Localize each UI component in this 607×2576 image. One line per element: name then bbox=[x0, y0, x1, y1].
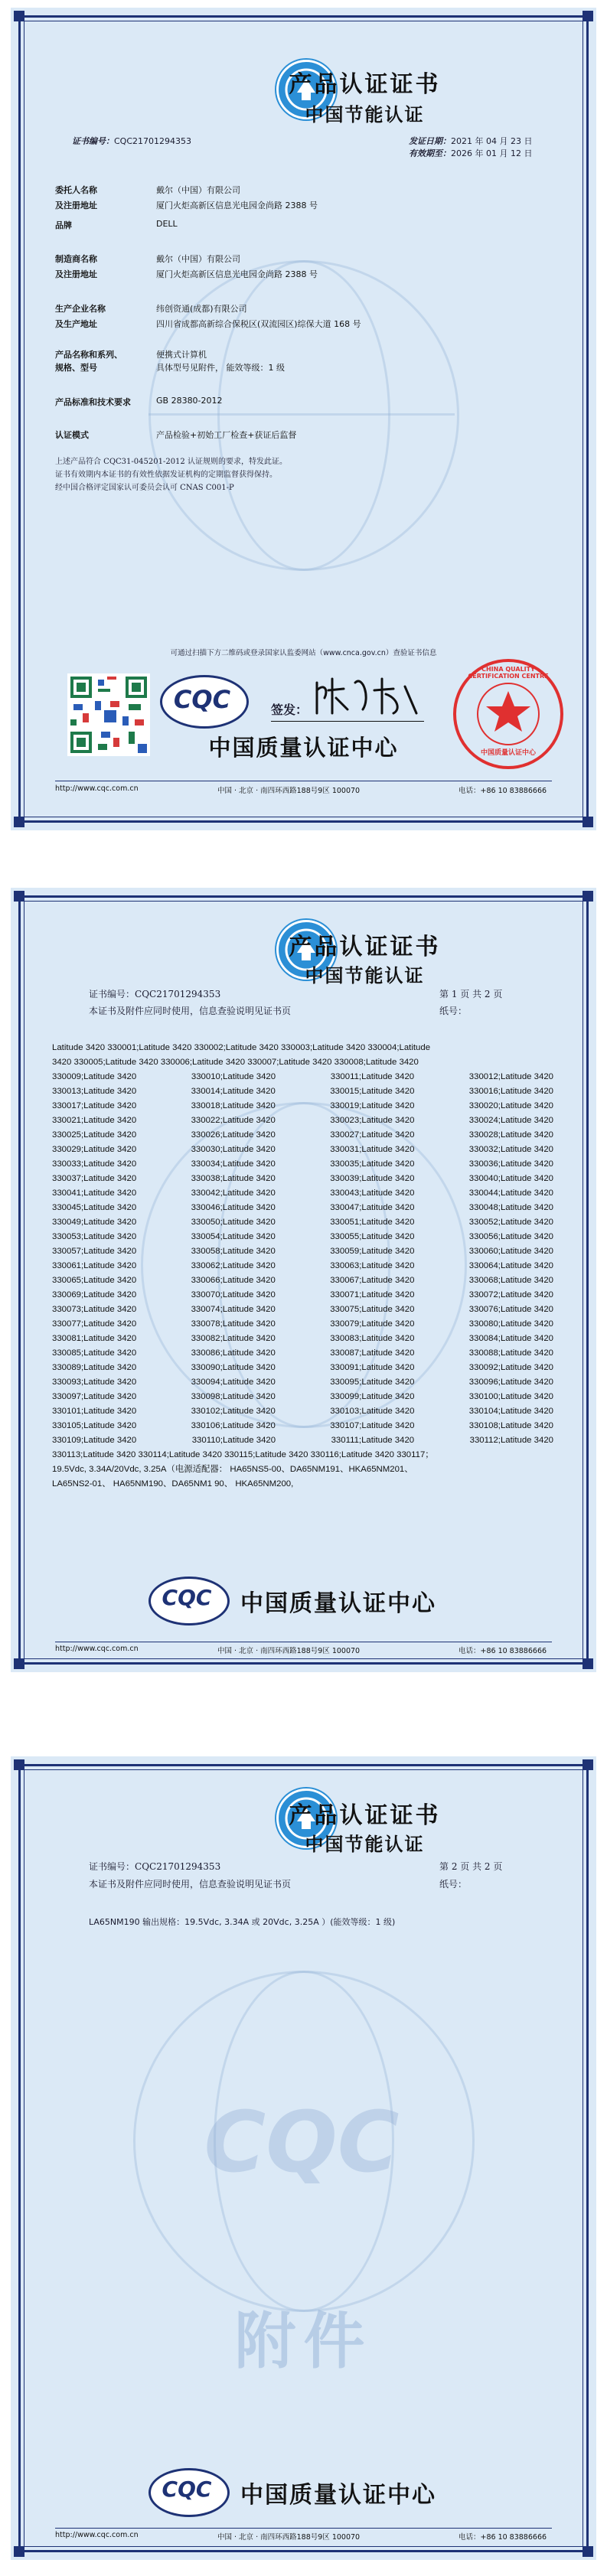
model-row bbox=[52, 1143, 553, 1157]
model-entry: 330032;Latitude 3420 bbox=[468, 1145, 553, 1154]
model-entry: 330023;Latitude 3420 bbox=[330, 1116, 415, 1125]
model-entry: 330039;Latitude 3420 bbox=[330, 1174, 415, 1183]
model-entry: 330058;Latitude 3420 bbox=[191, 1247, 276, 1256]
model-line: Latitude 3420 330001;Latitude 3420 330002;Latitude 3420 330003;Latitude 3420 330004;Latitude bbox=[52, 1043, 431, 1052]
field-value: 便携式计算机 bbox=[156, 350, 207, 360]
model-entry: 330045;Latitude 3420 bbox=[52, 1203, 137, 1212]
model-entry: 330020;Latitude 3420 bbox=[468, 1101, 553, 1110]
field-label: 及生产地址 bbox=[55, 319, 97, 329]
model-entry: 330022;Latitude 3420 bbox=[191, 1116, 276, 1125]
field-label: 及注册地址 bbox=[55, 269, 97, 279]
cert-number-label: 证书编号： bbox=[72, 136, 114, 146]
model-row bbox=[52, 1390, 553, 1404]
model-line: 330113;Latitude 3420 330114;Latitude 3420 330115;Latitude 3420 330116;Latitude 3420 330117； bbox=[52, 1450, 434, 1459]
model-entry: 330080;Latitude 3420 bbox=[468, 1319, 553, 1329]
model-entry: 330111;Latitude 3420 bbox=[331, 1436, 415, 1445]
model-row bbox=[52, 1303, 553, 1317]
model-entry: 330042;Latitude 3420 bbox=[191, 1189, 276, 1198]
model-entry: 330103;Latitude 3420 bbox=[330, 1407, 415, 1416]
corner-ornament bbox=[14, 1658, 24, 1669]
model-line: LA65NS2-01、 HA65NM190、DA65NM1 90、 HKA65NM200, bbox=[52, 1479, 294, 1489]
model-row bbox=[52, 1215, 553, 1230]
model-entry: 330069;Latitude 3420 bbox=[52, 1290, 137, 1299]
model-entry: 330097;Latitude 3420 bbox=[52, 1392, 137, 1401]
model-entry: 330082;Latitude 3420 bbox=[191, 1334, 276, 1343]
field-label: 规格、型号 bbox=[55, 363, 97, 373]
model-entry: 330047;Latitude 3420 bbox=[330, 1203, 415, 1212]
model-row bbox=[52, 1172, 553, 1186]
model-entry: 330062;Latitude 3420 bbox=[191, 1261, 276, 1270]
corner-ornament bbox=[583, 2546, 593, 2557]
model-entry: 330034;Latitude 3420 bbox=[191, 1159, 276, 1169]
model-entry: 330084;Latitude 3420 bbox=[468, 1334, 553, 1343]
signature-line bbox=[271, 721, 424, 722]
certificate-title: 产品认证证书 bbox=[289, 71, 441, 98]
model-row bbox=[52, 1433, 553, 1448]
model-line: 19.5Vdc, 3.34A/20Vdc, 3.25A（电源适配器： HA65NS5-00、DA65NM191、HKA65NM201、 bbox=[52, 1465, 413, 1474]
model-entry: 330112;Latitude 3420 bbox=[469, 1436, 553, 1445]
model-entry: 330083;Latitude 3420 bbox=[330, 1334, 415, 1343]
footer-url[interactable]: http://www.cqc.com.cn bbox=[55, 1645, 139, 1653]
model-entry: 330052;Latitude 3420 bbox=[468, 1218, 553, 1227]
model-entry: 330025;Latitude 3420 bbox=[52, 1130, 137, 1140]
model-row bbox=[52, 1419, 553, 1433]
cert-number-row bbox=[89, 1860, 220, 1873]
signature-icon bbox=[309, 667, 424, 721]
model-entry: 330056;Latitude 3420 bbox=[468, 1232, 553, 1241]
model-entry: 330027;Latitude 3420 bbox=[330, 1130, 415, 1140]
field-label: 制造商名称 bbox=[55, 254, 97, 264]
model-line: 3420 330005;Latitude 3420 330006;Latitude 3420 330007;Latitude 3420 330008;Latitude 3420 bbox=[52, 1058, 419, 1067]
model-row bbox=[52, 1114, 553, 1128]
model-entry: 330028;Latitude 3420 bbox=[468, 1130, 553, 1140]
field-label: 生产企业名称 bbox=[55, 304, 106, 314]
statement-line: 上述产品符合 CQC31-045201-2012 认证规则的要求，特发此证。 bbox=[55, 458, 287, 466]
model-entry: 330066;Latitude 3420 bbox=[191, 1276, 276, 1285]
model-entry: 330035;Latitude 3420 bbox=[330, 1159, 415, 1169]
model-entry: 330108;Latitude 3420 bbox=[468, 1421, 553, 1430]
model-entry: 330016;Latitude 3420 bbox=[468, 1087, 553, 1096]
footer-address: 中国 · 北京 · 南四环西路188号9区 100070 bbox=[217, 787, 361, 795]
model-entry: 330072;Latitude 3420 bbox=[468, 1290, 553, 1299]
model-row bbox=[52, 1244, 553, 1259]
field-value: 产品检验+初始工厂检查+获证后监督 bbox=[156, 430, 297, 440]
field-value: 四川省成都高新综合保税区(双流园区)综保大道 168 号 bbox=[156, 319, 361, 329]
model-row bbox=[52, 1361, 553, 1375]
attachment-body-line: LA65NM190 输出规格：19.5Vdc, 3.34A 或 20Vdc, 3.25A ）(能效等级：1 级) bbox=[89, 1917, 396, 1927]
model-entry: 330043;Latitude 3420 bbox=[330, 1189, 415, 1198]
model-entry: 330076;Latitude 3420 bbox=[468, 1305, 553, 1314]
corner-ornament bbox=[583, 1658, 593, 1669]
model-entry: 330029;Latitude 3420 bbox=[52, 1145, 137, 1154]
model-row bbox=[52, 1259, 553, 1273]
model-entry: 330051;Latitude 3420 bbox=[330, 1218, 415, 1227]
model-row bbox=[52, 1128, 553, 1143]
model-entry: 330037;Latitude 3420 bbox=[52, 1174, 137, 1183]
model-entry: 330099;Latitude 3420 bbox=[330, 1392, 415, 1401]
model-entry: 330085;Latitude 3420 bbox=[52, 1348, 137, 1358]
issuer-name: 中国质量认证中心 bbox=[240, 2482, 436, 2509]
model-entry: 330015;Latitude 3420 bbox=[330, 1087, 415, 1096]
certificate-page-3 bbox=[11, 1756, 596, 2560]
certificate-page-2 bbox=[11, 888, 596, 1672]
issue-date-row bbox=[409, 135, 532, 147]
field-value: 戴尔（中国）有限公司 bbox=[156, 254, 240, 264]
corner-ornament bbox=[583, 11, 593, 21]
statement-line: 证书有效期内本证书的有效性依据发证机构的定期监督获得保持。 bbox=[55, 471, 277, 479]
corner-ornament bbox=[14, 817, 24, 827]
certificate-subtitle: 中国节能认证 bbox=[305, 104, 425, 126]
corner-ornament bbox=[583, 1759, 593, 1770]
statement-line: 经中国合格评定国家认可委员会认可 CNAS C001-P bbox=[55, 484, 234, 492]
model-entry: 330011;Latitude 3420 bbox=[330, 1072, 415, 1081]
cert-number-label: 证书编号： bbox=[89, 1861, 135, 1872]
model-row bbox=[52, 1099, 553, 1114]
model-entry: 330101;Latitude 3420 bbox=[52, 1407, 137, 1416]
model-row bbox=[52, 1157, 553, 1172]
model-row bbox=[52, 1404, 553, 1419]
model-entry: 330049;Latitude 3420 bbox=[52, 1218, 137, 1227]
cqc-watermark-text: CQC bbox=[204, 2093, 400, 2191]
field-label: 产品标准和技术要求 bbox=[55, 397, 131, 407]
model-entry: 330017;Latitude 3420 bbox=[52, 1101, 137, 1110]
model-entry: 330092;Latitude 3420 bbox=[468, 1363, 553, 1372]
model-row bbox=[52, 1230, 553, 1244]
model-entry: 330050;Latitude 3420 bbox=[191, 1218, 276, 1227]
model-entry: 330019;Latitude 3420 bbox=[330, 1101, 415, 1110]
page-number: 第 2 页 共 2 页 bbox=[439, 1861, 503, 1872]
model-entry: 330054;Latitude 3420 bbox=[191, 1232, 276, 1241]
model-row bbox=[52, 1070, 553, 1084]
model-entry: 330100;Latitude 3420 bbox=[468, 1392, 553, 1401]
model-entry: 330075;Latitude 3420 bbox=[330, 1305, 415, 1314]
cqc-logo-text: CQC bbox=[162, 1585, 212, 1610]
model-entry: 330093;Latitude 3420 bbox=[52, 1378, 137, 1387]
model-entry: 330102;Latitude 3420 bbox=[191, 1407, 276, 1416]
model-entry: 330088;Latitude 3420 bbox=[468, 1348, 553, 1358]
model-entry: 330105;Latitude 3420 bbox=[52, 1421, 137, 1430]
model-entry: 330098;Latitude 3420 bbox=[191, 1392, 276, 1401]
model-entry: 330110;Latitude 3420 bbox=[191, 1436, 276, 1445]
cert-number: CQC21701294353 bbox=[135, 1861, 221, 1872]
certificate-title: 产品认证证书 bbox=[289, 1802, 441, 1829]
model-entry: 330068;Latitude 3420 bbox=[468, 1276, 553, 1285]
valid-date: 2026 年 01 月 12 日 bbox=[451, 148, 533, 158]
cert-number-label: 证书编号： bbox=[89, 989, 135, 999]
model-row bbox=[52, 1317, 553, 1332]
model-rows bbox=[52, 1070, 553, 1448]
qr-verify-note: 可通过扫描下方二维码或登录国家认监委网站（www.cnca.gov.cn）查验证书信息 bbox=[170, 649, 437, 657]
model-entry: 330077;Latitude 3420 bbox=[52, 1319, 137, 1329]
model-entry: 330087;Latitude 3420 bbox=[330, 1348, 415, 1358]
model-entry: 330061;Latitude 3420 bbox=[52, 1261, 137, 1270]
model-row bbox=[52, 1346, 553, 1361]
issuer-name: 中国质量认证中心 bbox=[208, 735, 399, 761]
footer-url[interactable]: http://www.cqc.com.cn bbox=[55, 2531, 139, 2539]
globe-watermark-line bbox=[148, 413, 455, 416]
model-row bbox=[52, 1186, 553, 1201]
model-entry: 330059;Latitude 3420 bbox=[330, 1247, 415, 1256]
footer-url[interactable]: http://www.cqc.com.cn bbox=[55, 784, 139, 793]
field-value: GB 28380-2012 bbox=[156, 396, 223, 406]
certificate-statement bbox=[55, 455, 287, 494]
model-entry: 330030;Latitude 3420 bbox=[191, 1145, 276, 1154]
model-entry: 330065;Latitude 3420 bbox=[52, 1276, 137, 1285]
model-entry: 330081;Latitude 3420 bbox=[52, 1334, 137, 1343]
model-entry: 330078;Latitude 3420 bbox=[191, 1319, 276, 1329]
model-entry: 330044;Latitude 3420 bbox=[468, 1189, 553, 1198]
model-entry: 330053;Latitude 3420 bbox=[52, 1232, 137, 1241]
model-entry: 330013;Latitude 3420 bbox=[52, 1087, 137, 1096]
model-entry: 330060;Latitude 3420 bbox=[468, 1247, 553, 1256]
model-entry: 330040;Latitude 3420 bbox=[468, 1174, 553, 1183]
footer-divider bbox=[55, 2528, 552, 2529]
model-entry: 330041;Latitude 3420 bbox=[52, 1189, 137, 1198]
cert-number-row bbox=[89, 987, 220, 1000]
issue-date: 2021 年 04 月 23 日 bbox=[451, 136, 533, 146]
model-entry: 330106;Latitude 3420 bbox=[191, 1421, 276, 1430]
field-value: 具体型号见附件， 能效等级：1 级 bbox=[156, 363, 285, 373]
field-label: 品牌 bbox=[55, 220, 72, 230]
corner-ornament bbox=[14, 11, 24, 21]
footer-address: 中国 · 北京 · 南四环西路188号9区 100070 bbox=[217, 1647, 361, 1655]
field-value: 厦门火炬高新区信息光电园金尚路 2388 号 bbox=[156, 269, 318, 279]
paper-number-label: 纸号： bbox=[439, 1006, 468, 1016]
seal-ring-text: CHINA QUALITY CERTIFICATION CENTRE bbox=[468, 666, 549, 680]
corner-ornament bbox=[583, 891, 593, 902]
model-entry: 330012;Latitude 3420 bbox=[468, 1072, 553, 1081]
model-entry: 330074;Latitude 3420 bbox=[191, 1305, 276, 1314]
field-value: DELL bbox=[156, 219, 178, 229]
corner-ornament bbox=[14, 1759, 24, 1770]
field-value: 厦门火炬高新区信息光电园金尚路 2388 号 bbox=[156, 201, 318, 210]
footer-address: 中国 · 北京 · 南四环西路188号9区 100070 bbox=[217, 2533, 361, 2542]
model-row bbox=[52, 1084, 553, 1099]
model-entry: 330070;Latitude 3420 bbox=[191, 1290, 276, 1299]
model-entry: 330021;Latitude 3420 bbox=[52, 1116, 137, 1125]
model-entry: 330091;Latitude 3420 bbox=[330, 1363, 415, 1372]
model-entry: 330031;Latitude 3420 bbox=[330, 1145, 415, 1154]
field-label: 及注册地址 bbox=[55, 201, 97, 210]
model-row bbox=[52, 1273, 553, 1288]
field-label: 委托人名称 bbox=[55, 185, 97, 195]
cqc-logo-text: CQC bbox=[162, 2477, 212, 2502]
cert-number-row bbox=[72, 135, 191, 147]
model-entry: 330109;Latitude 3420 bbox=[52, 1436, 137, 1445]
valid-date-row bbox=[409, 147, 532, 159]
seal-center-text: 中国质量认证中心 bbox=[480, 749, 536, 757]
paper-number-label: 纸号： bbox=[439, 1879, 468, 1890]
model-row bbox=[52, 1201, 553, 1215]
model-entry: 330009;Latitude 3420 bbox=[52, 1072, 137, 1081]
model-entry: 330079;Latitude 3420 bbox=[330, 1319, 415, 1329]
corner-ornament bbox=[14, 2546, 24, 2557]
field-label: 认证模式 bbox=[55, 430, 89, 440]
certificate-title: 产品认证证书 bbox=[289, 934, 441, 960]
issue-date-label: 发证日期： bbox=[409, 136, 451, 146]
signature-label: 签发： bbox=[271, 703, 308, 717]
model-entry: 330010;Latitude 3420 bbox=[191, 1072, 276, 1081]
cert-number: CQC21701294353 bbox=[114, 136, 192, 146]
corner-ornament bbox=[14, 891, 24, 902]
valid-date-label: 有效期至： bbox=[409, 148, 451, 158]
issuer-name: 中国质量认证中心 bbox=[240, 1590, 436, 1617]
model-entry: 330063;Latitude 3420 bbox=[330, 1261, 415, 1270]
footer-telephone: 电话：+86 10 83886666 bbox=[459, 1647, 547, 1655]
page-number: 第 1 页 共 2 页 bbox=[439, 989, 503, 999]
footer-telephone: 电话：+86 10 83886666 bbox=[459, 787, 547, 795]
model-entry: 330094;Latitude 3420 bbox=[191, 1378, 276, 1387]
model-entry: 330067;Latitude 3420 bbox=[330, 1276, 415, 1285]
model-entry: 330090;Latitude 3420 bbox=[191, 1363, 276, 1372]
footer-telephone: 电话：+86 10 83886666 bbox=[459, 2533, 547, 2542]
model-entry: 330048;Latitude 3420 bbox=[468, 1203, 553, 1212]
cqc-logo-text: CQC bbox=[173, 685, 231, 714]
attachment-note: 本证书及附件应同时使用，信息查验说明见证书页 bbox=[89, 1879, 292, 1890]
model-row bbox=[52, 1332, 553, 1346]
field-value: 戴尔（中国）有限公司 bbox=[156, 185, 240, 195]
model-entry: 330036;Latitude 3420 bbox=[468, 1159, 553, 1169]
model-row bbox=[52, 1288, 553, 1303]
model-entry: 330095;Latitude 3420 bbox=[330, 1378, 415, 1387]
model-entry: 330014;Latitude 3420 bbox=[191, 1087, 276, 1096]
attachment-note: 本证书及附件应同时使用，信息查验说明见证书页 bbox=[89, 1006, 292, 1016]
model-entry: 330107;Latitude 3420 bbox=[330, 1421, 415, 1430]
field-value: 纬创资通(成都)有限公司 bbox=[156, 304, 247, 314]
model-entry: 330055;Latitude 3420 bbox=[330, 1232, 415, 1241]
field-label: 产品名称和系列、 bbox=[55, 350, 122, 360]
model-entry: 330064;Latitude 3420 bbox=[468, 1261, 553, 1270]
model-entry: 330086;Latitude 3420 bbox=[191, 1348, 276, 1358]
model-row bbox=[52, 1375, 553, 1390]
model-entry: 330104;Latitude 3420 bbox=[468, 1407, 553, 1416]
model-entry: 330033;Latitude 3420 bbox=[52, 1159, 137, 1169]
cert-number: CQC21701294353 bbox=[135, 989, 221, 999]
certificate-subtitle: 中国节能认证 bbox=[305, 965, 425, 986]
model-entry: 330038;Latitude 3420 bbox=[191, 1174, 276, 1183]
model-entry: 330071;Latitude 3420 bbox=[330, 1290, 415, 1299]
model-list bbox=[52, 1041, 553, 1492]
corner-ornament bbox=[583, 817, 593, 827]
model-entry: 330026;Latitude 3420 bbox=[191, 1130, 276, 1140]
model-entry: 330046;Latitude 3420 bbox=[191, 1203, 276, 1212]
certificate-page-1 bbox=[11, 8, 596, 830]
model-entry: 330073;Latitude 3420 bbox=[52, 1305, 137, 1314]
model-entry: 330089;Latitude 3420 bbox=[52, 1363, 137, 1372]
model-entry: 330018;Latitude 3420 bbox=[191, 1101, 276, 1110]
model-entry: 330024;Latitude 3420 bbox=[468, 1116, 553, 1125]
model-entry: 330057;Latitude 3420 bbox=[52, 1247, 137, 1256]
certificate-subtitle: 中国节能认证 bbox=[305, 1834, 425, 1855]
model-entry: 330096;Latitude 3420 bbox=[468, 1378, 553, 1387]
attachment-watermark: 附件 bbox=[234, 2306, 373, 2377]
